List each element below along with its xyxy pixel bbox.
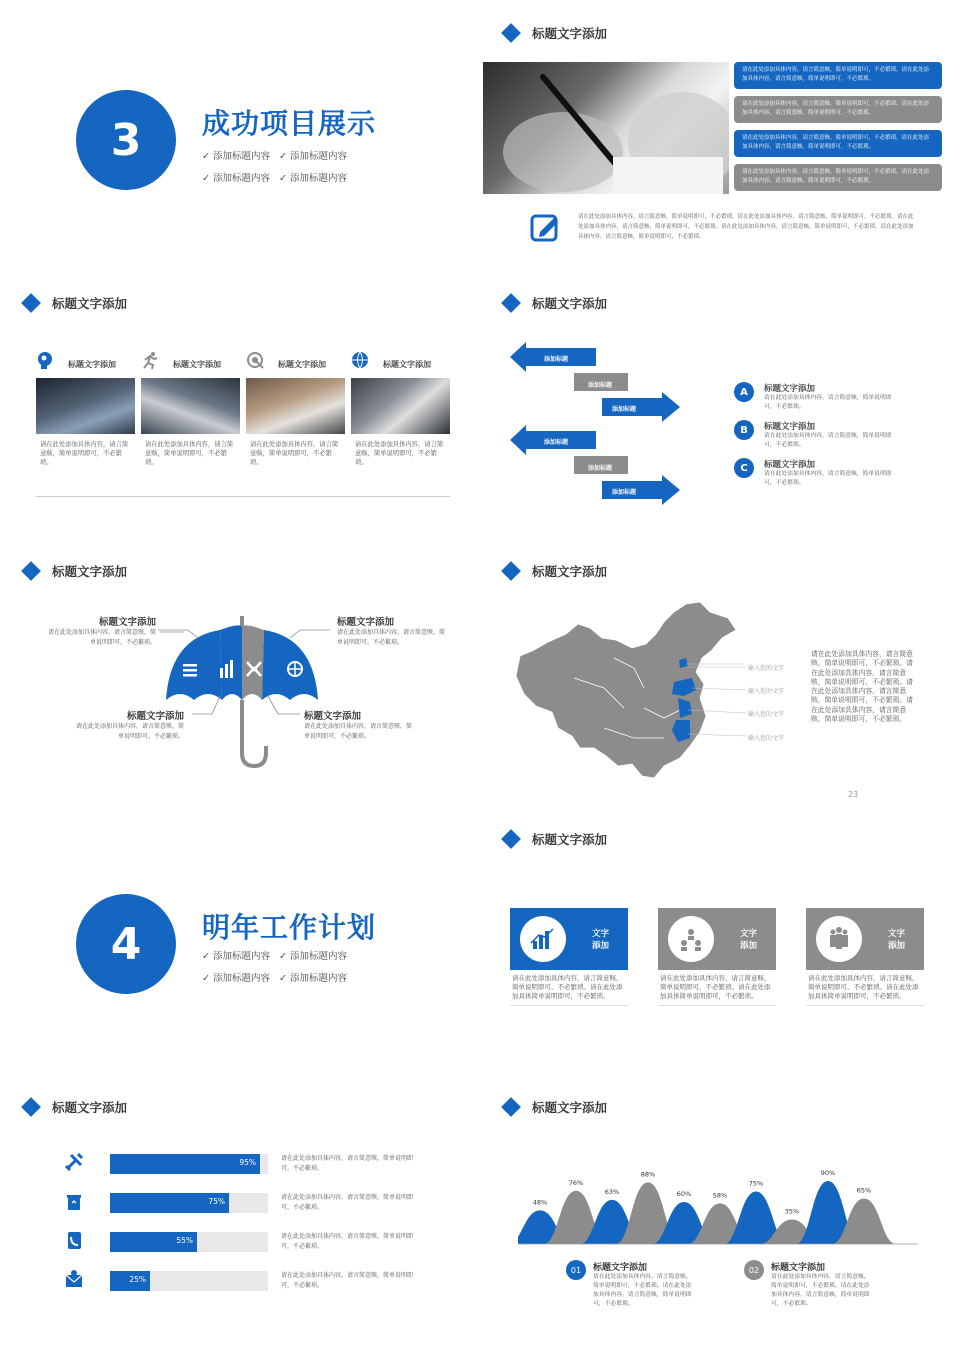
- map-text: 请在此处添加具体内容，请言简意赅，简单说明即可，不必繁琐。请在此处添加具体内容，请言简意赅，简单说明即可，不必繁琐。请在此处添加具体内容，请言简意赅，简单说明即可，不必繁琐。请在此处添加具体内容，请言简意赅，简单说明即可，不必繁琐。: [811, 650, 913, 724]
- tools-icon: [64, 1152, 86, 1174]
- slide-header: [504, 828, 607, 850]
- plan-card: [806, 908, 924, 1006]
- wave-value-label: 48%: [532, 1198, 548, 1207]
- slide-photo-boxes: [480, 0, 960, 268]
- slide-header-title: 标题文字添加: [532, 1100, 608, 1115]
- slide-wave-chart: [480, 1074, 960, 1342]
- card-text: 请在此处添加具体内容，请言简意赅，简单说明即可，不必繁琐。请在此处添加具体简单说明即可，不必繁琐。: [512, 974, 623, 1000]
- check-icon: ✓: [279, 951, 291, 962]
- wave-chart: [518, 1154, 918, 1254]
- slide-progress-bars: [0, 1074, 480, 1342]
- item-text: 请在此处添加具体内容，请言简意赅，简单说明即可，不必繁琐。: [764, 471, 892, 486]
- section-number: 3: [110, 114, 142, 166]
- team-icon: [675, 923, 707, 955]
- slide-header: [504, 22, 607, 44]
- card-title: 标题文字添加: [278, 359, 326, 369]
- step-arrows-diagram: [510, 340, 690, 515]
- chart-icon: [527, 923, 559, 955]
- arrow-label: 添加标题: [612, 489, 637, 496]
- check-icon: ✓: [279, 173, 291, 184]
- wave-value-label: 88%: [640, 1170, 656, 1179]
- section-item: ✓ 添加标题内容: [202, 951, 270, 962]
- globe-icon: [351, 351, 369, 369]
- letter-badge: A: [734, 382, 754, 402]
- progress-label: 55%: [176, 1236, 193, 1245]
- map-label: 输入您的文字: [748, 688, 785, 695]
- callout-text: 请在此处添加具体内容，请言简意赅，简单说明即可，不必繁琐。: [75, 723, 184, 740]
- progress-row: [64, 1150, 424, 1180]
- callout: [72, 708, 184, 741]
- section-title: 成功项目展示: [202, 107, 377, 140]
- slide-header: [504, 292, 607, 314]
- card-text: 请在此处添加具体内容，请言简意赅，简单说明即可，不必繁琐。请在此处添加具体简单说明即可，不必繁琐。: [660, 974, 771, 1000]
- card-photo: [351, 378, 450, 434]
- check-icon: ✓: [202, 951, 213, 962]
- info-box-list: [734, 62, 942, 191]
- card-label: 文字 添加: [888, 929, 906, 951]
- callout-text: 请在此处添加具体内容，请言简意赅，简单说明即可，不必繁琐。: [47, 629, 156, 646]
- item-title: 标题文字添加: [764, 422, 816, 432]
- callout: [304, 708, 416, 741]
- card-text: 请在此处添加具体内容，请言简意赅，简单说明即可，不必繁琐。: [355, 441, 444, 466]
- page-number: 23: [848, 790, 859, 799]
- callout-text: 请在此处添加具体内容，请言简意赅，简单说明即可，不必繁琐。: [304, 723, 413, 740]
- section-items: [202, 946, 402, 990]
- slide-umbrella: [0, 538, 480, 806]
- wave-value-label: 76%: [568, 1178, 584, 1187]
- wave-value-label: 65%: [856, 1186, 872, 1195]
- people-icon: [823, 923, 855, 955]
- wave-value-label: 60%: [676, 1190, 692, 1198]
- progress-row: [64, 1267, 424, 1297]
- map-label: 输入您的文字: [748, 665, 785, 672]
- plan-card: [658, 908, 776, 1006]
- card-title: 标题文字添加: [383, 359, 431, 369]
- callout-title: 标题文字添加: [304, 711, 362, 722]
- map-label: 输入您的文字: [748, 711, 785, 718]
- section-number-circle: [76, 894, 176, 994]
- note-text: 请在此处添加具体内容，请言简意赅，简单说明即可，不必繁琐。请在此处添加具体内容，请言简意赅，简单说明即可，不必繁琐。请在此处添加具体内容，请言简意赅，简单说明即可，不必繁琐。请在此处添加具体内容，请言简意赅，简单说明即可，不必繁琐。请在此处添加具体内容，请言简意赅，简单说明即可，不必繁琐。: [578, 214, 914, 240]
- section-number-circle: [76, 90, 176, 190]
- info-box: 请在此处添加具体内容，请言简意赅，简单说明即可，不必繁琐。请在此处添加具体内容，请言简意赅，简单说明即可，不必繁琐。: [734, 164, 942, 191]
- section-item: ✓ 添加标题内容: [202, 173, 270, 184]
- slide-arrows: [480, 270, 960, 538]
- head-icon: [36, 351, 54, 369]
- callout-title: 标题文字添加: [126, 711, 184, 722]
- letter-badge: C: [734, 458, 754, 478]
- diamond-icon: [501, 829, 521, 849]
- arrow-label: 添加标题: [612, 406, 637, 413]
- legend-item: [566, 1260, 736, 1309]
- callout: [44, 614, 156, 647]
- plan-card: [510, 908, 628, 1006]
- image-card: [351, 350, 450, 467]
- wave-value-label: 35%: [784, 1207, 800, 1216]
- recycle-icon: [64, 1191, 86, 1213]
- section-item: ✓ 添加标题内容: [279, 951, 348, 962]
- legend-number: 01: [566, 1260, 586, 1280]
- arrow-label: 添加标题: [588, 382, 613, 389]
- section-item: ✓ 添加标题内容: [202, 151, 270, 162]
- target-icon: [246, 351, 264, 369]
- umbrella-callout-lines: [0, 538, 480, 806]
- callout-title: 标题文字添加: [337, 617, 395, 628]
- legend-title: 标题文字添加: [593, 1263, 648, 1273]
- arrow-label: 添加标题: [544, 439, 569, 446]
- slide-header: [24, 292, 127, 314]
- image-card: [36, 350, 135, 467]
- arrow-label: 添加标题: [588, 465, 613, 472]
- abc-item: [734, 458, 904, 488]
- progress-row: [64, 1189, 424, 1219]
- item-text: 请在此处添加具体内容，请言简意赅，简单说明即可，不必繁琐。: [764, 433, 892, 448]
- legend-title: 标题文字添加: [771, 1263, 826, 1273]
- slide-header: [504, 1096, 607, 1118]
- check-icon: ✓: [279, 973, 291, 984]
- slide-header-title: 标题文字添加: [532, 832, 608, 847]
- diamond-icon: [501, 293, 521, 313]
- card-title: 标题文字添加: [173, 359, 221, 369]
- slide-header-title: 标题文字添加: [532, 26, 608, 41]
- progress-text: 请在此处添加具体内容，请言简意赅，简单说明即可，不必繁琐。: [281, 1155, 414, 1172]
- abc-item: [734, 420, 904, 450]
- legend-text: 请在此处添加具体内容，请言简意赅，简单说明即可，不必繁琐。请在此处添加具体内容，请言简意赅，简单说明即可，不必繁琐。: [593, 1274, 692, 1307]
- image-card: [246, 350, 345, 467]
- slide-image-cards: [0, 270, 480, 538]
- arrow-label: 添加标题: [544, 356, 569, 363]
- wave-value-label: 75%: [748, 1179, 764, 1188]
- card-photo: [246, 378, 345, 434]
- signing-photo: [483, 62, 729, 194]
- slide-header-title: 标题文字添加: [532, 296, 608, 311]
- diamond-icon: [21, 293, 41, 313]
- edit-icon: [530, 212, 560, 242]
- legend-number: 02: [744, 1260, 764, 1280]
- item-title: 标题文字添加: [764, 384, 816, 394]
- progress-label: 25%: [129, 1275, 146, 1284]
- section-title: 明年工作计划: [202, 911, 377, 944]
- card-text: 请在此处添加具体内容，请言简意赅，简单说明即可，不必繁琐。请在此处添加具体简单说明即可，不必繁琐。: [808, 974, 919, 1000]
- progress-text: 请在此处添加具体内容，请言简意赅，简单说明即可，不必繁琐。: [281, 1194, 414, 1211]
- abc-item: [734, 382, 904, 412]
- check-icon: ✓: [202, 973, 213, 984]
- card-text: 请在此处添加具体内容，请言简意赅，简单说明即可，不必繁琐。: [250, 441, 339, 466]
- item-text: 请在此处添加具体内容，请言简意赅，简单说明即可，不必繁琐。: [764, 395, 892, 410]
- card-label: 文字 添加: [740, 929, 758, 951]
- mail-icon: [64, 1269, 86, 1291]
- wave-value-label: 63%: [604, 1187, 620, 1196]
- map-label: 输入您的文字: [748, 735, 785, 742]
- section-item: ✓ 添加标题内容: [202, 973, 270, 984]
- progress-text: 请在此处添加具体内容，请言简意赅，简单说明即可，不必繁琐。: [281, 1233, 414, 1250]
- card-photo: [36, 378, 135, 434]
- progress-label: 95%: [239, 1158, 256, 1167]
- wave-value-label: 58%: [712, 1191, 728, 1200]
- wave-value-label: 90%: [820, 1169, 836, 1177]
- callout-title: 标题文字添加: [98, 617, 156, 628]
- slide-three-cards: [480, 806, 960, 1074]
- card-photo: [141, 378, 240, 434]
- diamond-icon: [501, 23, 521, 43]
- letter-badge: B: [734, 420, 754, 440]
- slide-map: [480, 538, 960, 806]
- slide-section-3: [0, 0, 480, 268]
- section-item: ✓ 添加标题内容: [279, 151, 348, 162]
- card-text: 请在此处添加具体内容，请言简意赅，简单说明即可，不必繁琐。: [40, 441, 129, 466]
- callout-text: 请在此处添加具体内容，请言简意赅，简单说明即可，不必繁琐。: [337, 629, 446, 646]
- progress-label: 75%: [208, 1197, 225, 1206]
- progress-row: [64, 1228, 424, 1258]
- slide-header: [24, 1096, 127, 1118]
- callout: [337, 614, 449, 647]
- pen-hand-illustration: [483, 62, 729, 194]
- section-number: 4: [110, 918, 142, 970]
- legend-text: 请在此处添加具体内容，请言简意赅，简单说明即可，不必繁琐。请在此处添加具体内容，请言简意赅，简单说明即可，不必繁琐。: [771, 1274, 870, 1307]
- card-title: 标题文字添加: [68, 359, 116, 369]
- slide-header-title: 标题文字添加: [532, 564, 608, 579]
- runner-icon: [141, 351, 159, 369]
- section-item: ✓ 添加标题内容: [279, 173, 348, 184]
- divider: [36, 496, 450, 497]
- info-box: 请在此处添加具体内容，请言简意赅，简单说明即可，不必繁琐。请在此处添加具体内容，请言简意赅，简单说明即可，不必繁琐。: [734, 130, 942, 157]
- check-icon: ✓: [202, 173, 213, 184]
- diamond-icon: [21, 1097, 41, 1117]
- check-icon: ✓: [279, 151, 291, 162]
- slide-header-title: 标题文字添加: [52, 296, 128, 311]
- progress-text: 请在此处添加具体内容，请言简意赅，简单说明即可，不必繁琐。: [281, 1272, 414, 1289]
- info-box: 请在此处添加具体内容，请言简意赅，简单说明即可，不必繁琐。请在此处添加具体内容，请言简意赅，简单说明即可，不必繁琐。: [734, 96, 942, 123]
- phone-icon: [64, 1230, 86, 1252]
- slide-header-title: 标题文字添加: [52, 564, 128, 579]
- legend-item: [744, 1260, 914, 1309]
- item-title: 标题文字添加: [764, 460, 816, 470]
- diamond-icon: [501, 1097, 521, 1117]
- card-label: 文字 添加: [592, 929, 610, 951]
- info-box: 请在此处添加具体内容，请言简意赅，简单说明即可，不必繁琐。请在此处添加具体内容，请言简意赅，简单说明即可，不必繁琐。: [734, 62, 942, 89]
- slide-header-title: 标题文字添加: [52, 1100, 128, 1115]
- check-icon: ✓: [202, 151, 213, 162]
- section-item: ✓ 添加标题内容: [279, 973, 348, 984]
- image-card: [141, 350, 240, 467]
- slide-section-4: [0, 806, 480, 1074]
- section-items: [202, 146, 402, 190]
- card-text: 请在此处添加具体内容，请言简意赅，简单说明即可，不必繁琐。: [145, 441, 234, 466]
